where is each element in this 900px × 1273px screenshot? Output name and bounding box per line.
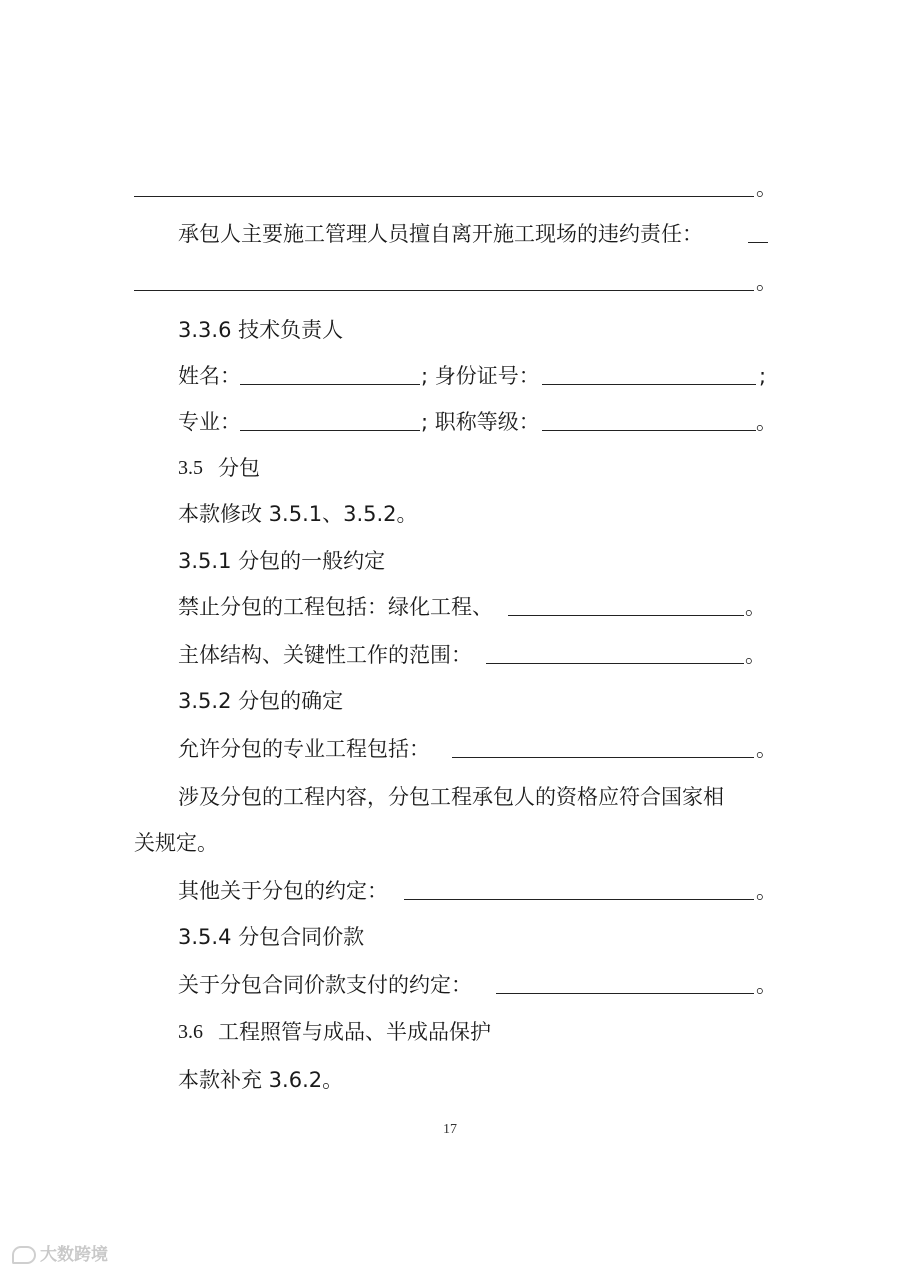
section-heading-3-5-4 (0, 917, 900, 957)
period: 。 (756, 879, 777, 903)
section-heading-3-5-1 (0, 541, 900, 581)
section-number: 3.5 (178, 457, 203, 479)
paragraph-qualification (0, 777, 900, 817)
name-label: 姓名： (178, 364, 241, 388)
fill-blank[interactable] (404, 899, 754, 900)
major-title-row (0, 402, 900, 442)
paragraph-breach-liability (0, 214, 900, 254)
paragraph-text: 允许分包的专业工程包括： (178, 737, 430, 761)
watermark-text: 大数跨境 (40, 1245, 108, 1265)
paragraph-text: 关规定。 (134, 831, 218, 855)
heading-text: 3.5.2 分包的确定 (178, 689, 344, 713)
paragraph-text: 承包人主要施工管理人员擅自离开施工现场的违约责任： (178, 222, 703, 246)
period: 。 (756, 270, 777, 294)
id-label: ; 身份证号： (421, 364, 540, 388)
period: 。 (756, 410, 777, 434)
period: 。 (756, 973, 777, 997)
page-number: 17 (443, 1122, 457, 1137)
heading-text: 3.5.1 分包的一般约定 (178, 549, 386, 573)
id-number-field[interactable] (542, 384, 756, 385)
period: 。 (745, 643, 766, 667)
semicolon: ; (759, 364, 767, 388)
paragraph-text: 禁止分包的工程包括：绿化工程、 (178, 595, 493, 619)
paragraph-text: 其他关于分包的约定： (178, 879, 388, 903)
fill-blank[interactable] (496, 993, 754, 994)
fill-blank[interactable] (134, 196, 754, 197)
section-heading-3-6 (0, 1012, 900, 1052)
title-grade-label: ; 职称等级： (421, 410, 540, 434)
paragraph-text: 本款修改 3.5.1、3.5.2。 (178, 502, 418, 526)
title-grade-field[interactable] (542, 430, 756, 431)
heading-text: 分包 (218, 456, 260, 480)
name-id-row (0, 356, 900, 396)
heading-text: 3.3.6 技术负责人 (178, 318, 344, 342)
period: 。 (756, 176, 777, 200)
prohibited-subcontract-row (0, 587, 900, 627)
paragraph-amend-note (0, 494, 900, 534)
blank-line-1 (0, 168, 900, 208)
major-field[interactable] (240, 430, 420, 431)
fill-blank[interactable] (748, 242, 768, 243)
section-number: 3.6 (178, 1021, 203, 1043)
watermark (12, 1240, 108, 1265)
paragraph-text: 涉及分包的工程内容，分包工程承包人的资格应符合国家相 (178, 785, 724, 809)
name-field[interactable] (240, 384, 420, 385)
fill-blank[interactable] (452, 757, 754, 758)
allowed-subcontract-row (0, 729, 900, 769)
heading-text: 工程照管与成品、半成品保护 (218, 1020, 491, 1044)
other-agreement-row (0, 871, 900, 911)
main-structure-row (0, 635, 900, 675)
paragraph-qualification-cont (0, 823, 900, 863)
period: 。 (756, 737, 777, 761)
section-heading-3-5-2 (0, 681, 900, 721)
paragraph-text: 主体结构、关键性工作的范围： (178, 643, 472, 667)
paragraph-text: 本款补充 3.6.2。 (178, 1068, 344, 1092)
fill-blank[interactable] (486, 663, 744, 664)
section-heading-3-5 (0, 448, 900, 488)
fill-blank[interactable] (134, 290, 754, 291)
section-heading-3-3-6 (0, 310, 900, 350)
chat-bubble-icon (12, 1246, 36, 1264)
major-label: 专业： (178, 410, 241, 434)
paragraph-supplement-note (0, 1060, 900, 1100)
blank-line-2 (0, 262, 900, 302)
fill-blank[interactable] (508, 615, 744, 616)
subcontract-payment-row (0, 965, 900, 1005)
period: 。 (745, 595, 766, 619)
heading-text: 3.5.4 分包合同价款 (178, 925, 365, 949)
paragraph-text: 关于分包合同价款支付的约定： (178, 973, 472, 997)
